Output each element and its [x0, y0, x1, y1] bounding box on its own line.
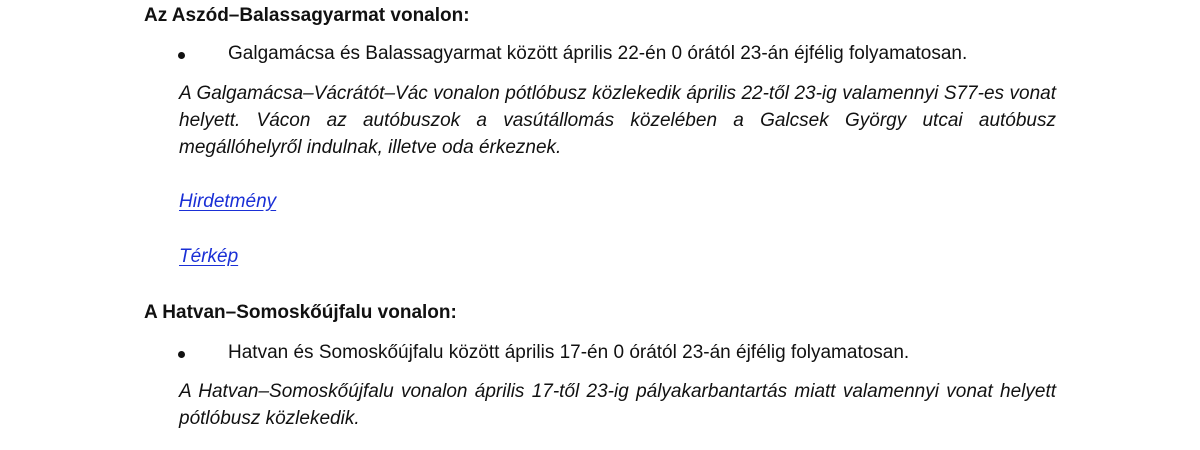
section-heading-hatvan-somoskoujfalu: A Hatvan–Somoskőújfalu vonalon: [144, 302, 457, 323]
bullet-dot-icon [178, 351, 185, 358]
section-heading-aszod-balassagyarmat: Az Aszód–Balassagyarmat vonalon: [144, 5, 470, 26]
description-paragraph-galgamacsa-vac: A Galgamácsa–Vácrátót–Vác vonalon pótlóbusz közlekedik április 22-től 23-ig valamennyi S77-es vonat helyett. Vácon az autóbuszok a vasútállomás közelében a Galcsek György utcai autóbusz megállóhelyről indulnak, illetve oda érkeznek. [179, 83, 1056, 158]
terkep-link[interactable]: Térkép [179, 246, 239, 267]
bullet-text: Hatvan és Somoskőújfalu között április 17-én 0 órától 23-án éjfélig folyamatosan. [228, 342, 910, 363]
description-paragraph-hatvan-somoskoujfalu: A Hatvan–Somoskőújfalu vonalon április 17-től 23-ig pályakarbantartás miatt valamennyi vonat helyett pótlóbusz közlekedik. [179, 381, 1056, 429]
hirdetmeny-link[interactable]: Hirdetmény [179, 191, 277, 212]
bullet-dot-icon [178, 52, 185, 59]
bullet-text: Galgamácsa és Balassagyarmat között április 22-én 0 órától 23-án éjfélig folyamatosan. [228, 43, 968, 64]
